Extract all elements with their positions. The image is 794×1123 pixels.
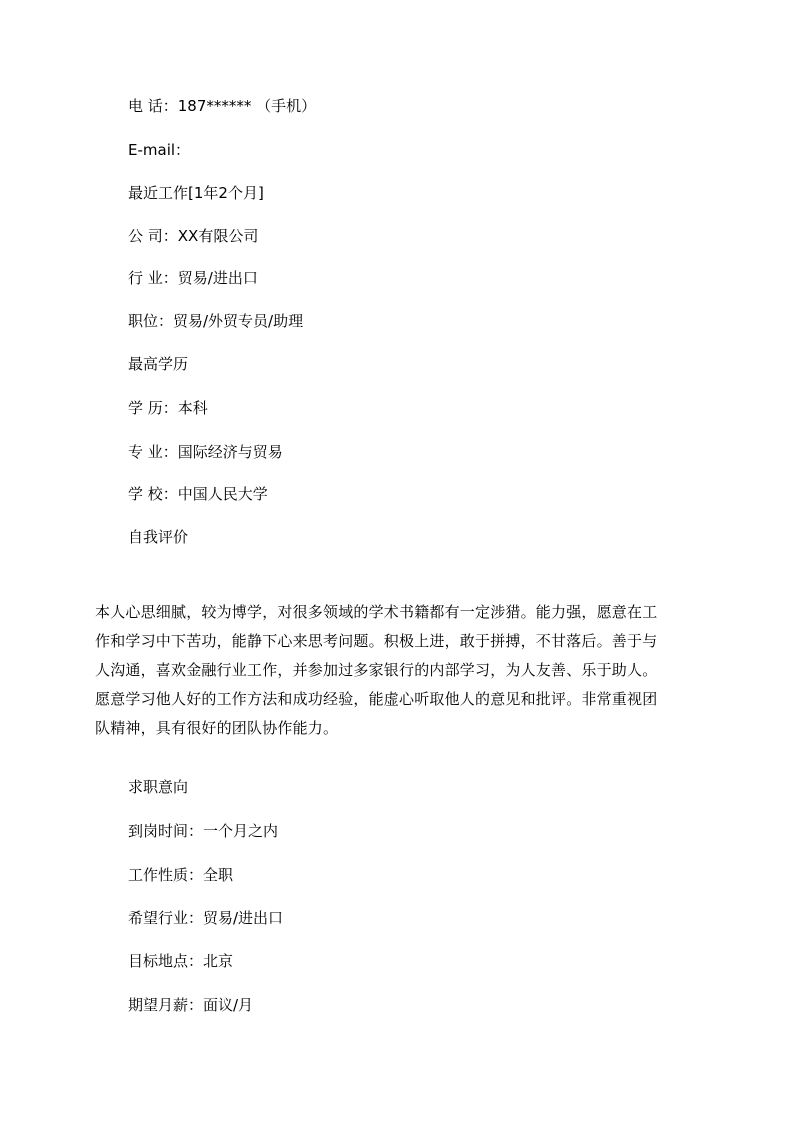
phone-line: 电 话：187****** （手机） bbox=[128, 97, 317, 115]
self-evaluation-line-5: 队精神，具有很好的团队协作能力。 bbox=[95, 719, 339, 737]
arrival-time-line: 到岗时间：一个月之内 bbox=[128, 822, 279, 840]
recent-work-heading: 最近工作[1年2个月] bbox=[128, 184, 264, 202]
school-line: 学 校：中国人民大学 bbox=[128, 485, 268, 503]
self-evaluation-line-1: 本人心思细腻，较为博学，对很多领域的学术书籍都有一定涉猎。能力强，愿意在工 bbox=[95, 603, 658, 621]
self-evaluation-line-2: 作和学习中下苦功，能静下心来思考问题。积极上进，敢于拼搏，不甘落后。善于与 bbox=[95, 632, 658, 650]
self-evaluation-line-3: 人沟通，喜欢金融行业工作，并参加过多家银行的内部学习，为人友善、乐于助人。 bbox=[95, 661, 658, 679]
industry-line: 行 业：贸易/进出口 bbox=[128, 269, 258, 287]
job-type-line: 工作性质：全职 bbox=[128, 866, 234, 884]
education-heading: 最高学历 bbox=[128, 355, 189, 373]
company-line: 公 司：XX有限公司 bbox=[128, 227, 259, 245]
self-evaluation-line-4: 愿意学习他人好的工作方法和成功经验，能虚心听取他人的意见和批评。非常重视团 bbox=[95, 690, 658, 708]
target-location-line: 目标地点：北京 bbox=[128, 952, 234, 970]
self-evaluation-heading: 自我评价 bbox=[128, 528, 189, 546]
job-intention-heading: 求职意向 bbox=[128, 778, 189, 796]
degree-line: 学 历：本科 bbox=[128, 399, 208, 417]
expected-salary-line: 期望月薪：面议/月 bbox=[128, 996, 254, 1014]
major-line: 专 业：国际经济与贸易 bbox=[128, 443, 283, 461]
self-evaluation-paragraph bbox=[95, 598, 695, 743]
position-line: 职位：贸易/外贸专员/助理 bbox=[128, 312, 304, 330]
email-line: E-mail： bbox=[128, 141, 191, 159]
desired-industry-line: 希望行业：贸易/进出口 bbox=[128, 909, 284, 927]
